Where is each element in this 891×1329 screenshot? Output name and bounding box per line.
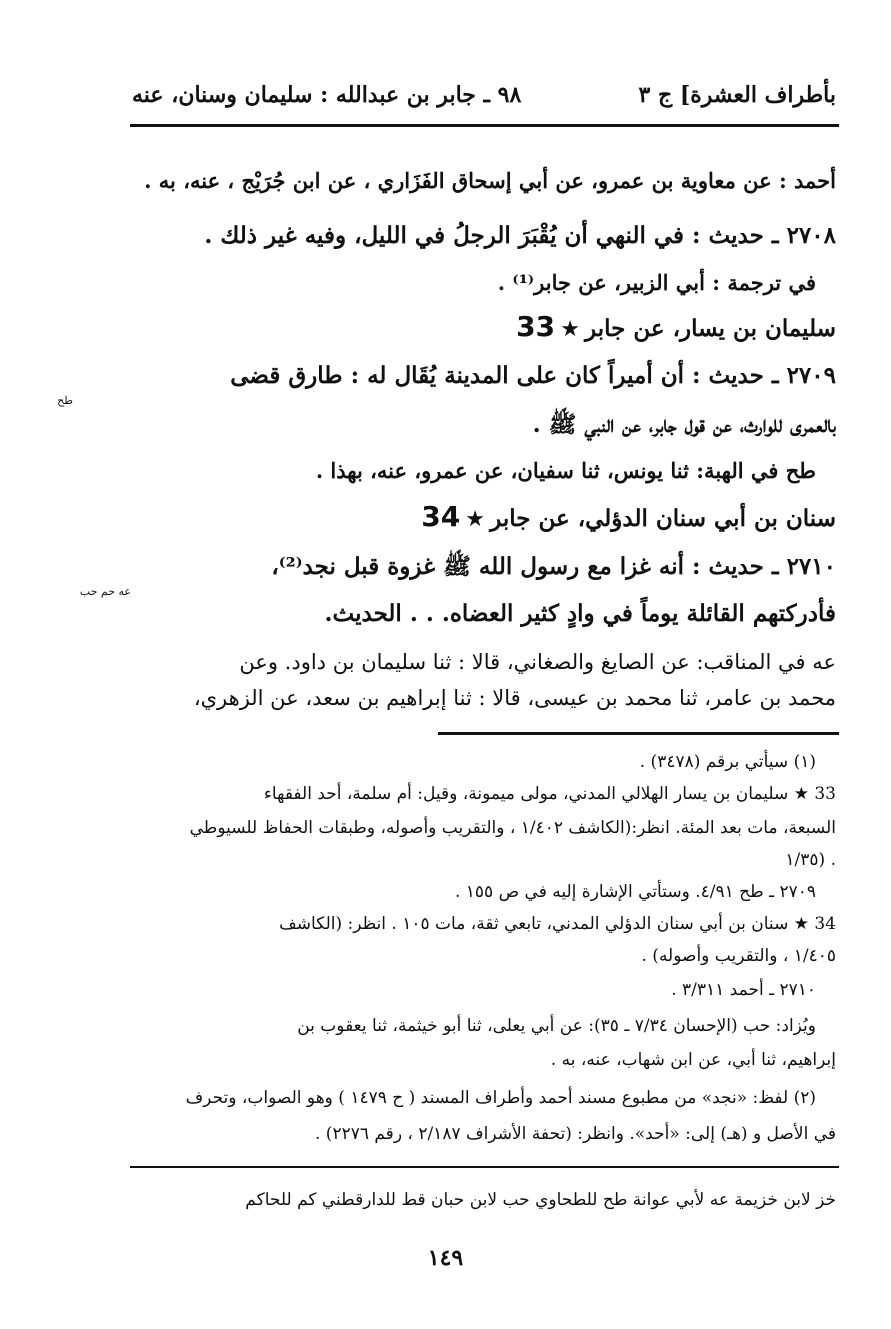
star-icon: ★ [560,317,580,342]
footnote-34-line-2: ١/٤٠٥ ، والتقريب وأصوله) . [641,946,836,966]
body-line-12: محمد بن عامر، ثنا محمد بن عيسى، قالا : ثنا إبراهيم بن سعد، عن الزهري، [193,686,836,710]
source-mark-tah: طح [57,394,73,407]
footnote-1: (١) سيأتي برقم (٣٤٧٨) . [639,752,816,772]
footnote-33-line-1: 33 ★ سليمان بن يسار الهلالي المدني، مولى ميمونة، وقيل: أم سلمة، أحد الفقهاء [263,784,836,804]
section-33-heading [516,310,836,343]
section-34-text: سنان بن أبي سنان الدؤلي، عن جابر [490,505,836,532]
section-33-number: 33 [516,310,556,343]
hadith-2708: ٢٧٠٨ ـ حديث : في النهي أن يُقْبَرَ الرجلُ في الليل، وفيه غير ذلك . [204,222,836,249]
hadith-2710: ٢٧١٠ ـ حديث : أنه غزا مع رسول الله ﷺ غزوة قبل نجد⁽²⁾، [271,553,836,580]
header-rule [130,124,839,127]
abbreviation-key: خز لابن خزيمة عه لأبي عوانة طح للطحاوي حب لابن حبان قط للدارقطني كم للحاكم [245,1190,836,1210]
footnote-2710-addition-1: ويُزاد: حب (الإحسان ٧/٣٤ ـ ٣٥): عن أبي يعلى، ثنا أبو خيثمة، ثنا يعقوب بن [297,1016,816,1036]
section-34-number: 34 [421,500,461,533]
footnote-33-line-2: السبعة، مات بعد المئة. انظر:(الكاشف ١/٤٠٢ ، والتقريب وأصوله، وطبقات الحفاظ للسيوطي [189,818,836,838]
body-line-6: بالعمرى للوارث، عن قول جابر، عن النبي ﷺ . [532,411,836,438]
abbreviation-rule [130,1166,839,1168]
hadith-2709: ٢٧٠٩ ـ حديث : أن أميراً كان على المدينة يُقَال له : طارق قضى [230,362,836,389]
footnote-2-line-2: في الأصل و (هـ) إلى: «أحد». وانظر: (تحفة الأشراف ٢/١٨٧ ، رقم ٢٢٧٦) . [314,1124,836,1144]
footnote-34-line-1: 34 ★ سنان بن أبي سنان الدؤلي المدني، تابعي ثقة، مات ١٠٥ . انظر: (الكاشف [279,914,836,934]
body-line-1: أحمد : عن معاوية بن عمرو، عن أبي إسحاق الفَزَاري ، عن ابن جُرَيْج ، عنه، به . [144,168,836,193]
footnote-2710-addition-2: إبراهيم، ثنا أبي، عن ابن شهاب، عنه، به . [550,1050,836,1070]
body-line-7: طح في الهبة: ثنا يونس، ثنا سفيان، عن عمرو، عنه، بهذا . [315,458,816,483]
section-34-heading [421,500,836,533]
footnote-2709: ٢٧٠٩ ـ طح ٤/٩١. وستأتي الإشارة إليه في ص ١٥٥ . [454,882,816,902]
page-number: ١٤٩ [427,1245,464,1271]
running-header-right: بأطراف العشرة] ج ٣ [638,82,836,108]
body-line-3: في ترجمة : أبي الزبير، عن جابر⁽¹⁾ . [497,270,816,295]
body-line-11: عه في المناقب: عن الصايغ والصغاني، قالا : ثنا سليمان بن داود. وعن [239,650,836,674]
running-header-left: ٩٨ ـ جابر بن عبدالله : سليمان وسنان، عنه [132,82,522,108]
footnote-2-line-1: (٢) لفظ: «نجد» من مطبوع مسند أحمد وأطراف المسند ( ح ١٤٧٩ ) وهو الصواب، وتحرف [185,1088,816,1108]
footnote-33-line-3: ١/٣٥) . [785,850,836,870]
source-mark-group: عه حم حب [79,585,131,598]
footnote-2710: ٢٧١٠ ـ أحمد ٣/٣١١ . [671,980,816,1000]
footnote-rule [438,732,839,735]
section-33-text: سليمان بن يسار، عن جابر [585,315,836,342]
body-line-10: فأدركتهم القائلة يوماً في وادٍ كثير العضاه. . . الحديث. [324,600,836,627]
star-icon: ★ [465,507,486,532]
